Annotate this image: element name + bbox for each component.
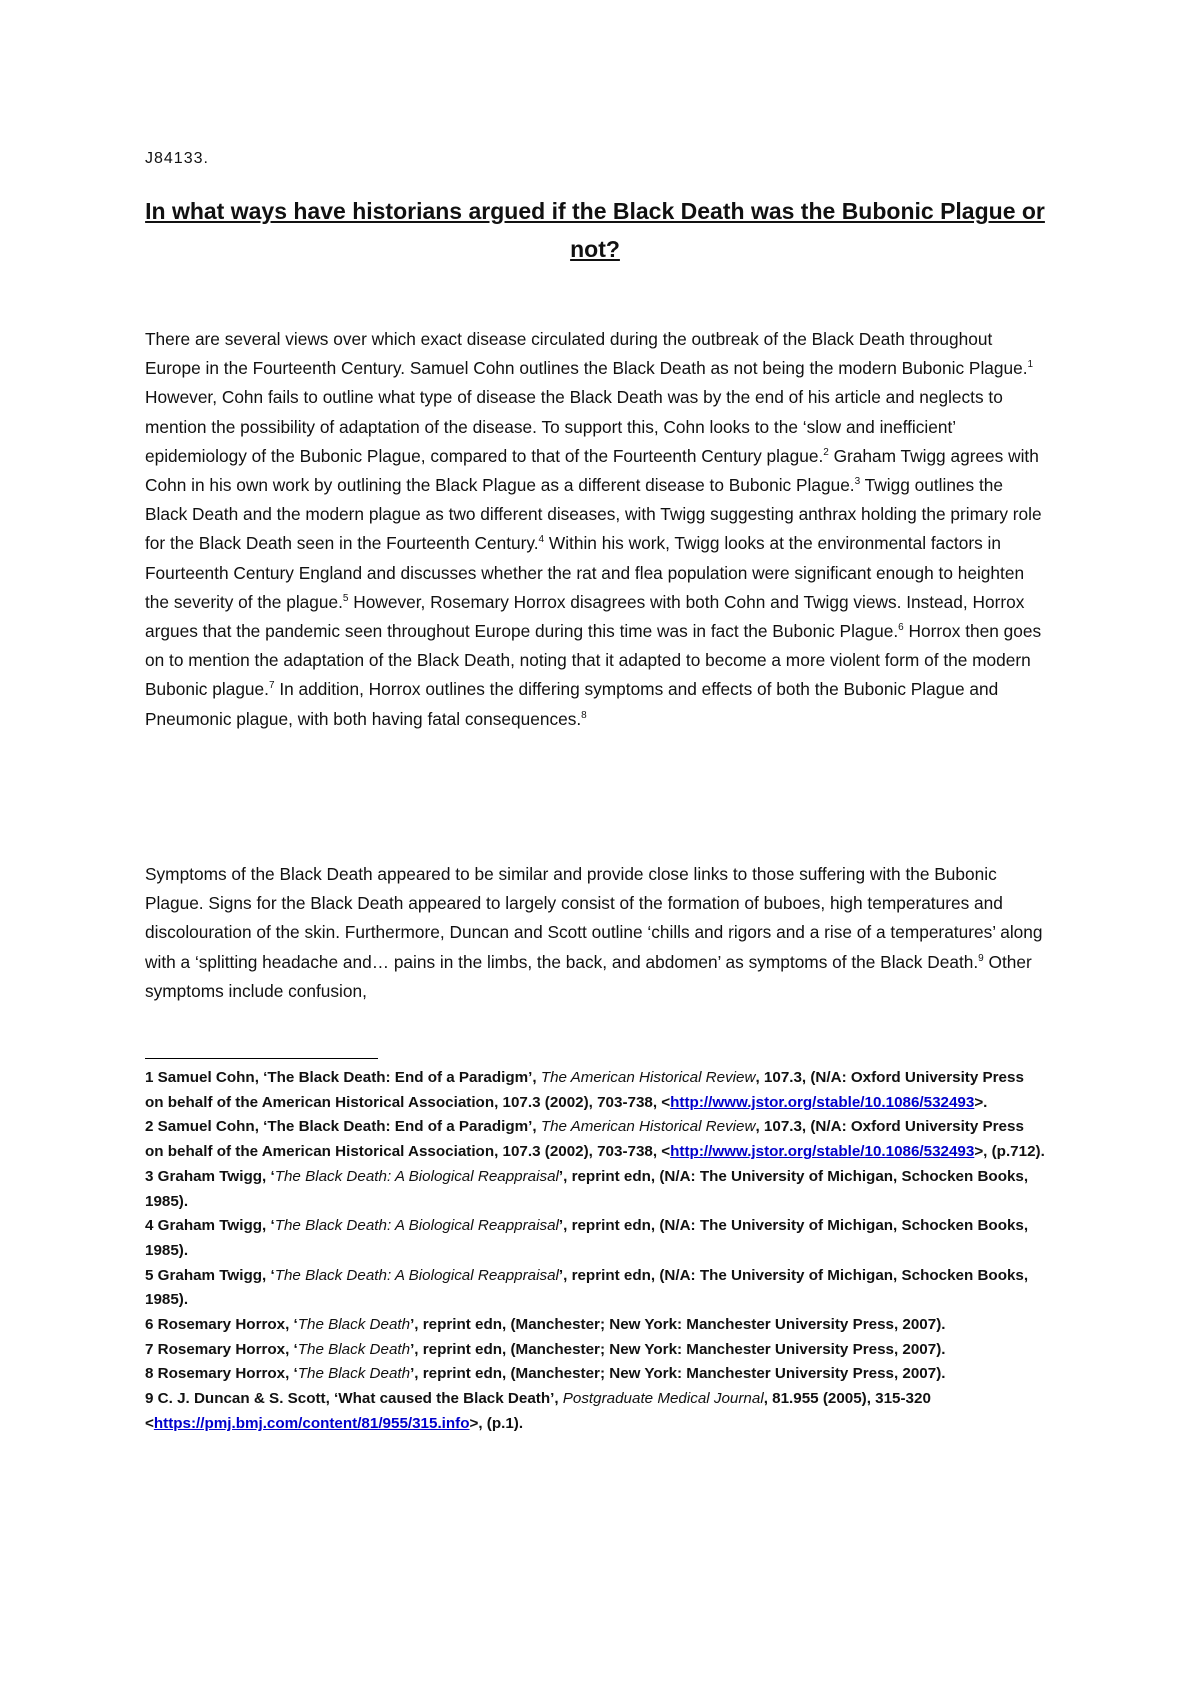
text-run: , 107.3, (N/A: Oxford University Press on behalf of the American Historical Association, 107.3 (2002), 703-738, < xyxy=(145,1069,1024,1111)
footnote-item xyxy=(145,1387,1045,1436)
text-run: Graham Twigg agrees with Cohn in his own work by outlining the Black Plague as a different disease to Bubonic Plague. xyxy=(145,445,1039,496)
footnote-item xyxy=(145,1165,1045,1214)
text-run: >, (p.1). xyxy=(469,1414,524,1432)
text-run: ’, reprint edn, (N/A: The University of Michigan, Schocken Books, 1985). xyxy=(145,1217,1029,1259)
italic-title: The Black Death: A Biological Reappraisal xyxy=(274,1266,559,1284)
text-run: 6 Rosemary Horrox, ‘ xyxy=(145,1316,298,1334)
footnote-marker: 3 xyxy=(854,476,861,488)
text-run: 5 Graham Twigg, ‘ xyxy=(145,1266,275,1284)
text-run: , 107.3, (N/A: Oxford University Press on behalf of the American Historical Association, 107.3 (2002), 703-738, < xyxy=(145,1118,1024,1161)
text-run: ’, reprint edn, (Manchester; New York: Manchester University Press, 2007). xyxy=(410,1365,946,1383)
italic-title: The Black Death: A Biological Reappraisal xyxy=(274,1167,559,1185)
footnote-marker: 7 xyxy=(268,680,275,692)
italic-title: The American Historical Review xyxy=(540,1118,756,1136)
italic-title: The Black Death: A Biological Reappraisal xyxy=(274,1217,559,1235)
text-run: 8 Rosemary Horrox, ‘ xyxy=(145,1365,298,1383)
footnote-item xyxy=(145,1066,1045,1115)
text-run: ’, reprint edn, (N/A: The University of Michigan, Schocken Books, 1985). xyxy=(145,1167,1029,1210)
italic-title: Postgraduate Medical Journal xyxy=(562,1390,764,1408)
footnote-marker: 5 xyxy=(342,593,349,605)
text-run: However, Cohn fails to outline what type of disease the Black Death was by the end of his article and neglects to mention the possibility of adaptation of the disease. To support this, Cohn looks to the ‘slow and inefficient’ epidemiology of the Bubonic Plague, compared to that of the Fourteenth Century plague. xyxy=(145,387,1003,466)
text-run: 2 Samuel Cohn, ‘The Black Death: End of a Paradigm’, xyxy=(145,1118,541,1136)
text-run: ’, reprint edn, (Manchester; New York: Manchester University Press, 2007). xyxy=(410,1316,946,1334)
text-run: Within his work, Twigg looks at the environmental factors in Fourteenth Century England and discusses whether the rat and flea population were significant enough to heighten the severity of the plague. xyxy=(145,533,1025,612)
body-paragraph-2 xyxy=(145,860,1045,1006)
text-run: >. xyxy=(974,1093,988,1111)
citation-link[interactable]: http://www.jstor.org/stable/10.1086/532493 xyxy=(670,1093,975,1111)
text-run: Horrox then goes on to mention the adaptation of the Black Death, noting that it adapted to become a more violent form of the modern Bubonic plague. xyxy=(145,621,1042,700)
citation-link[interactable]: https://pmj.bmj.com/content/81/955/315.info xyxy=(153,1414,470,1432)
text-run: 7 Rosemary Horrox, ‘ xyxy=(145,1340,298,1358)
text-run: Twigg outlines the Black Death and the modern plague as two different diseases, with Twigg suggesting anthrax holding the primary role for the Black Death seen in the Fourteenth Century. xyxy=(145,475,1042,554)
italic-title: The Black Death xyxy=(297,1365,411,1383)
text-run: >, (p.712). xyxy=(974,1143,1045,1161)
text-run: In addition, Horrox outlines the differing symptoms and effects of both the Bubonic Plague and Pneumonic plague, with both having fatal consequences. xyxy=(145,679,999,729)
footnote-item xyxy=(145,1115,1045,1164)
footnote-marker: 2 xyxy=(823,447,829,459)
text-run: 3 Graham Twigg, ‘ xyxy=(145,1167,275,1185)
citation-link[interactable]: http://www.jstor.org/stable/10.1086/532493 xyxy=(670,1143,975,1161)
text-run: 4 Graham Twigg, ‘ xyxy=(145,1217,275,1235)
footnote-marker: 1 xyxy=(1027,359,1034,371)
italic-title: The American Historical Review xyxy=(540,1069,756,1086)
footnote-item xyxy=(145,1264,1045,1313)
document-id: J84133. xyxy=(145,150,209,167)
footnote-separator xyxy=(145,1058,378,1059)
footnote-item xyxy=(145,1214,1045,1263)
footnote-marker: 8 xyxy=(581,709,587,721)
italic-title: The Black Death xyxy=(297,1340,411,1358)
footnote-item xyxy=(145,1313,1045,1338)
text-run: Other symptoms include confusion, xyxy=(145,951,1032,1001)
body-paragraph-1 xyxy=(145,325,1045,734)
text-run: 1 Samuel Cohn, ‘The Black Death: End of a Paradigm’, xyxy=(145,1069,541,1086)
text-run: ’, reprint edn, (N/A: The University of Michigan, Schocken Books, 1985). xyxy=(145,1266,1029,1309)
footnotes-list xyxy=(145,1066,1045,1437)
footnote-marker: 9 xyxy=(978,952,984,964)
text-run: 9 C. J. Duncan & S. Scott, ‘What caused the Black Death’, xyxy=(145,1390,563,1408)
italic-title: The Black Death xyxy=(297,1316,411,1334)
footnote-marker: 4 xyxy=(538,534,545,546)
footnote-item xyxy=(145,1338,1045,1363)
essay-title: In what ways have historians argued if the Black Death was the Bubonic Plague or not? xyxy=(145,198,1045,262)
text-run: However, Rosemary Horrox disagrees with both Cohn and Twigg views. Instead, Horrox argues that the pandemic seen throughout Europe during this time was in fact the Bubonic Plague. xyxy=(145,591,1025,642)
text-run: , 81.955 (2005), 315-320 < xyxy=(145,1390,931,1432)
text-run: There are several views over which exact disease circulated during the outbreak of the Black Death throughout Europe in the Fourteenth Century. Samuel Cohn outlines the Black Death as not being the modern Bubonic Plague. xyxy=(145,329,1028,379)
footnote-item xyxy=(145,1362,1045,1387)
text-run: Symptoms of the Black Death appeared to be similar and provide close links to those suffering with the Bubonic Plague. Signs for the Black Death appeared to largely consist of the formation of buboes, high temperatures and discolouration of the skin. Furthermore, Duncan and Scott outline ‘chills and rigors and a rise of a temperatures’ along with a ‘splitting headache and… pains in the limbs, the back, and abdomen’ as symptoms of the Black Death. xyxy=(145,864,1043,972)
text-run: ’, reprint edn, (Manchester; New York: Manchester University Press, 2007). xyxy=(410,1340,946,1358)
footnote-marker: 6 xyxy=(898,622,904,634)
